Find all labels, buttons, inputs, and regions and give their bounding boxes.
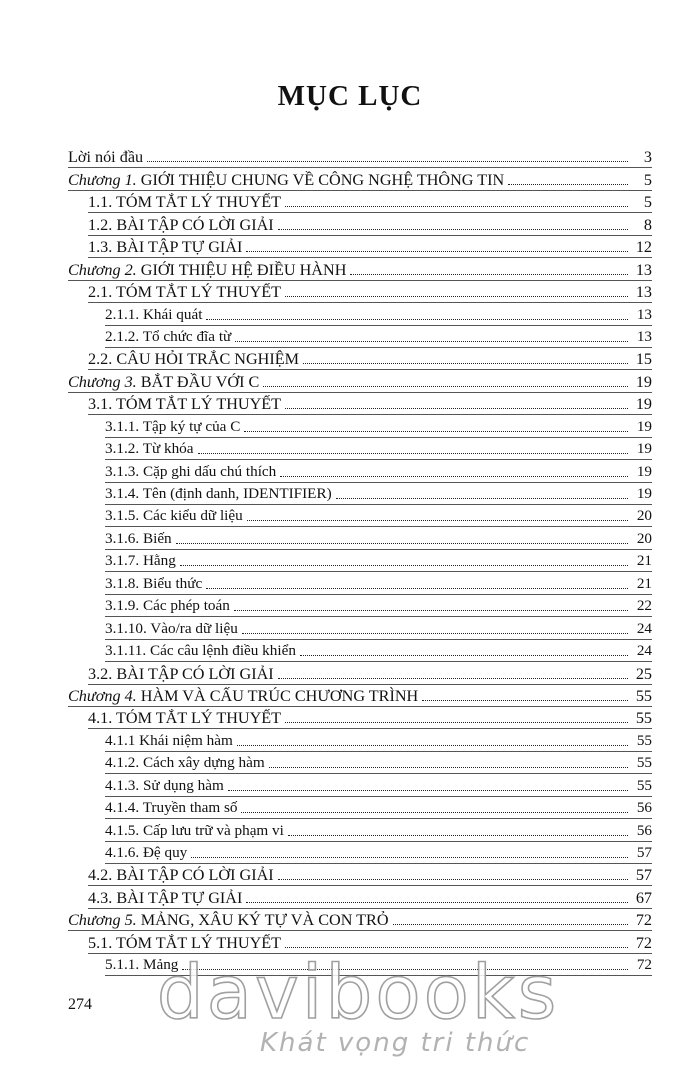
toc-entry-title: 3.1. TÓM TẮT LÝ THUYẾT	[88, 395, 282, 414]
toc-entry	[68, 685, 652, 707]
toc-leader-dots	[198, 452, 628, 454]
toc-entry-label	[68, 372, 261, 392]
toc-entry-label	[88, 664, 276, 684]
watermark-brand: davibooks	[156, 950, 560, 1036]
toc-leader-dots	[285, 721, 628, 723]
toc-entry	[105, 483, 652, 505]
toc-entry-label	[105, 439, 196, 459]
toc-entry-title: 3.2. BÀI TẬP CÓ LỜI GIẢI	[88, 664, 274, 683]
toc-page-number: 19	[636, 417, 652, 435]
toc-leader-dots	[285, 407, 628, 409]
toc-entry-label	[68, 910, 391, 930]
toc-chapter-prefix: Chương 1.	[68, 170, 137, 189]
toc-entry-label	[105, 506, 245, 526]
toc-entry-label	[88, 708, 283, 728]
toc-page-number: 5	[643, 193, 652, 212]
toc-page-number: 55	[635, 709, 652, 728]
toc-entry-label	[105, 619, 240, 639]
toc-leader-dots	[285, 205, 628, 207]
toc-page-number: 13	[635, 283, 652, 302]
toc-entry	[105, 438, 652, 460]
toc-entry	[105, 774, 652, 796]
toc-entry-title: 3.1.7. Hằng	[105, 552, 176, 570]
toc-leader-dots	[246, 250, 628, 252]
toc-entry-label	[105, 484, 334, 504]
toc-leader-dots	[303, 362, 628, 364]
toc-entry-label	[105, 327, 233, 347]
toc-entry	[105, 303, 652, 325]
toc-entry-label	[105, 821, 286, 841]
toc-entry	[68, 168, 652, 190]
toc-entry	[105, 460, 652, 482]
toc-entry	[68, 370, 652, 392]
toc-leader-dots	[180, 564, 628, 566]
toc-page-number: 12	[635, 238, 652, 257]
toc-leader-dots	[336, 497, 628, 499]
toc-entry-title: 4.1.5. Cấp lưu trữ và phạm vi	[105, 821, 284, 839]
toc-entry-label	[68, 170, 506, 190]
toc-entry-label	[105, 798, 239, 818]
toc-page-number: 22	[636, 597, 652, 615]
toc-entry	[105, 752, 652, 774]
toc-page-number: 56	[636, 821, 652, 839]
toc-leader-dots	[285, 295, 628, 297]
toc-leader-dots	[285, 946, 628, 948]
toc-entry-title: 4.3. BÀI TẬP TỰ GIẢI	[88, 888, 243, 907]
toc-entry	[105, 326, 652, 348]
toc-leader-dots	[244, 430, 628, 432]
toc-page-number: 19	[636, 485, 652, 502]
toc-page-number: 5	[643, 170, 652, 189]
page-title: MỤC LỤC	[277, 80, 423, 112]
toc-entry-title: 3.1.10. Vào/ra dữ liệu	[105, 619, 238, 637]
toc-leader-dots	[242, 632, 628, 634]
toc-page-number: 19	[635, 372, 652, 391]
toc-entry	[105, 842, 652, 864]
toc-leader-dots	[263, 385, 628, 387]
toc-entry	[105, 797, 652, 819]
toc-page-number: 19	[636, 462, 652, 480]
toc-entry-label	[68, 686, 420, 706]
toc-page-number: 55	[636, 776, 652, 794]
toc-page-number: 13	[635, 260, 652, 279]
toc-leader-dots	[246, 901, 628, 903]
toc-leader-dots	[300, 654, 628, 656]
toc-page-number: 21	[636, 574, 652, 592]
toc-entry	[105, 550, 652, 572]
toc-entry-label	[105, 776, 226, 796]
toc-entry-title: 3.1.4. Tên (định danh, IDENTIFIER)	[105, 485, 332, 502]
toc-entry-title: GIỚI THIỆU HỆ ĐIỀU HÀNH	[136, 260, 347, 279]
toc-page-number: 25	[635, 664, 652, 683]
toc-entry-label	[105, 462, 278, 482]
toc-leader-dots	[191, 856, 628, 858]
toc-entry-label	[88, 865, 276, 885]
toc-entry	[88, 236, 652, 258]
toc-entry	[105, 819, 652, 841]
toc-entry-label	[105, 596, 232, 616]
toc-entry-label	[88, 192, 283, 212]
toc-entry-title: 3.1.1. Tập ký tự của C	[105, 417, 241, 435]
toc-entry-title: 4.1.3. Sử dụng hàm	[105, 776, 224, 794]
toc-entry-title: GIỚI THIỆU CHUNG VỀ CÔNG NGHỆ THÔNG TIN	[136, 170, 505, 189]
toc-entry	[105, 505, 652, 527]
watermark-slogan: Khát vọng tri thức	[260, 1028, 531, 1058]
toc-entry-label	[88, 888, 244, 908]
toc-entry-label	[105, 529, 174, 549]
toc-leader-dots	[269, 766, 628, 768]
toc-page-number: 55	[636, 731, 652, 749]
toc-leader-dots	[228, 789, 628, 791]
toc-leader-dots	[241, 811, 628, 813]
toc-chapter-prefix: Chương 2.	[68, 260, 137, 279]
toc-entry	[88, 191, 652, 213]
toc-entry-label	[88, 237, 244, 257]
toc-leader-dots	[278, 878, 628, 880]
toc-entry-title: MẢNG, XÂU KÝ TỰ VÀ CON TRỎ	[136, 911, 389, 930]
toc-entry-title: 1.1. TÓM TẮT LÝ THUYẾT	[88, 193, 282, 212]
toc-entry-title: 2.1.2. Tổ chức đĩa từ	[105, 327, 232, 345]
toc-entry-title: 4.1.6. Đệ quy	[105, 844, 188, 861]
toc-entry	[88, 886, 652, 908]
toc-entry	[88, 707, 652, 729]
toc-entry-title: 2.2. CÂU HỎI TRẮC NGHIỆM	[88, 350, 300, 369]
toc-entry	[105, 572, 652, 594]
toc-entry	[88, 864, 652, 886]
toc-leader-dots	[422, 699, 628, 701]
toc-entry	[88, 348, 652, 370]
toc-entry-title: Lời nói đầu	[68, 148, 144, 167]
toc-entry-title: 3.1.8. Biểu thức	[105, 574, 203, 592]
toc-chapter-prefix: Chương 4.	[68, 686, 137, 705]
toc-entry-label	[105, 843, 189, 863]
toc-page-number: 72	[636, 956, 652, 974]
toc-page-number: 72	[635, 911, 652, 930]
toc-entry-title: 3.1.3. Cặp ghi dấu chú thích	[105, 462, 277, 480]
toc-entry-title: 3.1.5. Các kiểu dữ liệu	[105, 507, 243, 525]
toc-entry-title: 2.1. TÓM TẮT LÝ THUYẾT	[88, 283, 282, 302]
toc-entry-title: 4.1. TÓM TẮT LÝ THUYẾT	[88, 709, 282, 728]
toc-page-number: 21	[636, 552, 652, 570]
toc-leader-dots	[237, 744, 628, 746]
toc-page-number: 55	[636, 754, 652, 772]
toc-page-number: 24	[636, 619, 652, 637]
toc-entry	[88, 213, 652, 235]
toc-page-number: 67	[635, 888, 652, 907]
toc-chapter-prefix: Chương 3.	[68, 372, 137, 391]
toc-leader-dots	[278, 677, 628, 679]
toc-leader-dots	[234, 609, 628, 611]
toc-page-number: 19	[636, 440, 652, 458]
toc-entry	[105, 415, 652, 437]
toc-page-number: 56	[636, 799, 652, 817]
toc-entry-title: 4.1.2. Cách xây dựng hàm	[105, 754, 265, 772]
toc-entry-label	[105, 305, 204, 325]
toc-leader-dots	[350, 273, 628, 275]
page-number: 274	[68, 996, 92, 1013]
toc-entry-title: 3.1.9. Các phép toán	[105, 597, 230, 615]
toc-entry	[68, 258, 652, 280]
toc-entry-label	[105, 574, 204, 594]
table-of-contents	[68, 146, 652, 976]
toc-entry-title: 4.1.4. Truyền tham số	[105, 799, 238, 817]
toc-entry-title: 5.1. TÓM TẮT LÝ THUYẾT	[88, 933, 282, 952]
toc-entry-label	[68, 147, 145, 167]
toc-leader-dots	[147, 160, 628, 162]
toc-entry-title: 2.1.1. Khái quát	[105, 305, 203, 323]
toc-entry	[88, 393, 652, 415]
toc-page-number: 20	[636, 529, 652, 547]
toc-leader-dots	[235, 340, 628, 342]
toc-page-number: 8	[643, 215, 652, 234]
toc-entry	[105, 617, 652, 639]
toc-entry	[105, 527, 652, 549]
toc-page-number: 13	[636, 305, 652, 323]
toc-entry-title: 3.1.11. Các câu lệnh điều khiển	[105, 642, 296, 660]
toc-entry-label	[88, 394, 283, 414]
toc-entry-label	[88, 349, 301, 369]
toc-entry	[105, 729, 652, 751]
toc-page-number: 19	[635, 395, 652, 414]
toc-entry-title: 1.2. BÀI TẬP CÓ LỜI GIẢI	[88, 215, 274, 234]
toc-entry-label	[105, 641, 298, 661]
toc-leader-dots	[206, 318, 628, 320]
toc-page-number: 57	[635, 866, 652, 885]
toc-entry-label	[88, 282, 283, 302]
toc-entry-label	[105, 753, 267, 773]
toc-leader-dots	[206, 587, 628, 589]
toc-entry-title: 3.1.6. Biến	[105, 529, 172, 547]
toc-page-number: 20	[636, 507, 652, 525]
toc-leader-dots	[247, 519, 628, 521]
toc-entry	[88, 662, 652, 684]
toc-page-number: 13	[636, 327, 652, 345]
toc-page-number: 15	[635, 350, 652, 369]
toc-entry-label	[105, 417, 242, 437]
toc-entry-title: HÀM VÀ CẤU TRÚC CHƯƠNG TRÌNH	[136, 686, 419, 705]
toc-entry	[105, 640, 652, 662]
toc-leader-dots	[176, 542, 628, 544]
toc-entry-label	[105, 551, 178, 571]
toc-page-number: 24	[636, 642, 652, 660]
toc-page-number: 72	[635, 933, 652, 952]
toc-entry-title: 3.1.2. Từ khóa	[105, 440, 194, 458]
toc-leader-dots	[508, 183, 628, 185]
toc-entry-title: 4.1.1 Khái niệm hàm	[105, 731, 233, 749]
toc-chapter-prefix: Chương 5.	[68, 911, 137, 930]
toc-entry-title: BẮT ĐẦU VỚI C	[136, 372, 260, 391]
toc-leader-dots	[280, 475, 628, 477]
toc-leader-dots	[278, 228, 628, 230]
toc-page-number: 3	[643, 148, 652, 167]
toc-entry	[68, 146, 652, 168]
toc-leader-dots	[288, 834, 628, 836]
toc-leader-dots	[393, 923, 628, 925]
toc-entry	[105, 595, 652, 617]
toc-entry	[68, 909, 652, 931]
toc-page-number: 57	[636, 844, 652, 861]
toc-entry-label	[88, 215, 276, 235]
toc-entry-label	[68, 260, 348, 280]
toc-entry-title: 5.1.1. Mảng	[105, 956, 179, 974]
toc-page-number: 55	[635, 686, 652, 705]
toc-entry-label	[105, 731, 235, 751]
toc-entry-title: 1.3. BÀI TẬP TỰ GIẢI	[88, 238, 243, 257]
toc-entry	[88, 281, 652, 303]
toc-entry-title: 4.2. BÀI TẬP CÓ LỜI GIẢI	[88, 866, 274, 885]
